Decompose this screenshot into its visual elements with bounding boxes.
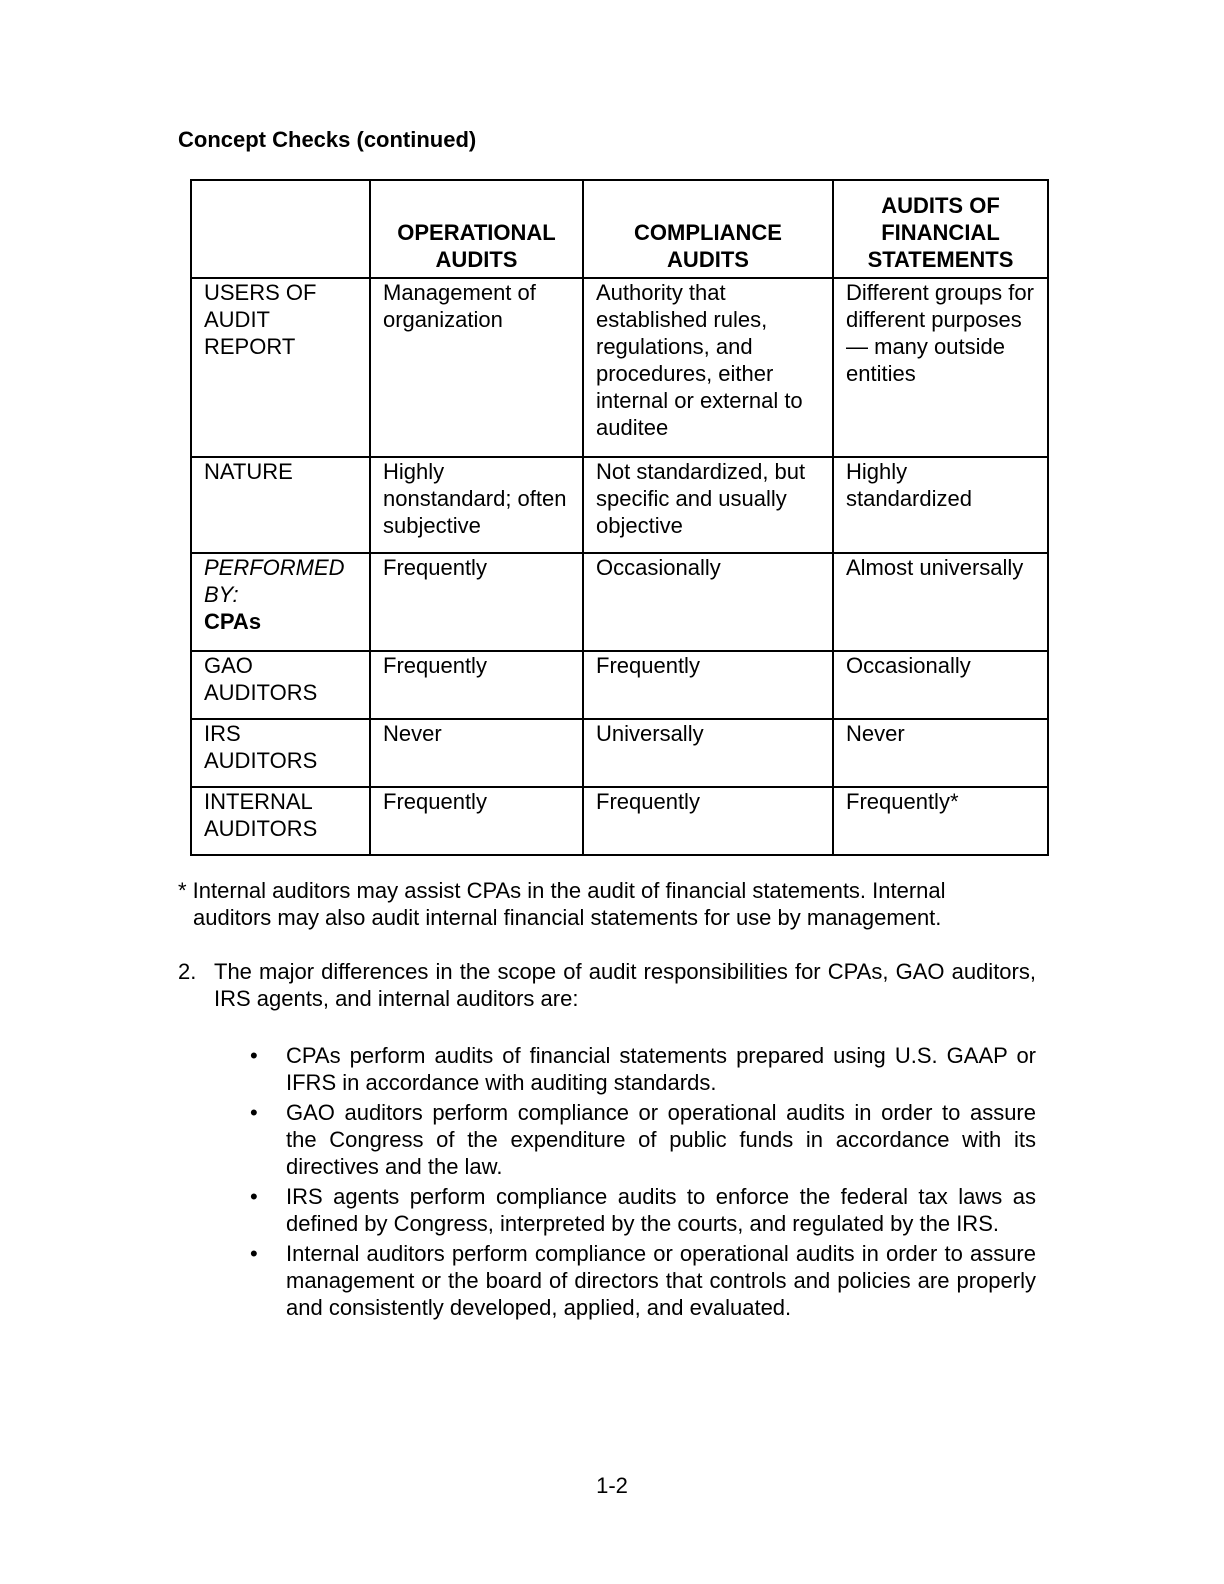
list-item-text: CPAs perform audits of financial statements prepared using U.S. GAAP or IFRS in accordance with auditing standards. <box>286 1043 1036 1095</box>
performed-by-label: PERFORMED BY: <box>204 555 345 607</box>
cell-gao-operational: Frequently <box>370 651 583 719</box>
header-compliance-audits: COMPLIANCE AUDITS <box>583 180 833 278</box>
table-footnote <box>178 877 1038 931</box>
row-label-cpas-cell <box>191 553 370 651</box>
footnote-line-1: * Internal auditors may assist CPAs in the audit of financial statements. Internal <box>178 878 946 903</box>
cell-gao-compliance: Frequently <box>583 651 833 719</box>
cell-internal-operational: Frequently <box>370 787 583 855</box>
cell-irs-operational: Never <box>370 719 583 787</box>
row-label-gao: GAO AUDITORS <box>191 651 370 719</box>
list-item-text: Internal auditors perform compliance or operational audits in order to assure management or the board of directors that controls and policies are properly and consistently developed, applied, and evaluated. <box>286 1241 1036 1320</box>
row-label-internal: INTERNAL AUDITORS <box>191 787 370 855</box>
table-row-internal <box>191 787 1048 855</box>
row-label-users: USERS OF AUDIT REPORT <box>191 278 370 457</box>
numbered-paragraph <box>178 958 1036 1012</box>
table-row-users <box>191 278 1048 457</box>
row-label-nature: NATURE <box>191 457 370 553</box>
footnote-line-2: auditors may also audit internal financial statements for use by management. <box>193 905 942 930</box>
cell-irs-compliance: Universally <box>583 719 833 787</box>
bullet-icon: • <box>250 1043 258 1068</box>
list-item <box>250 1099 1036 1180</box>
header-operational-audits: OPERATIONAL AUDITS <box>370 180 583 278</box>
header-financial-statement-audits: AUDITS OF FINANCIAL STATEMENTS <box>833 180 1048 278</box>
cell-users-financial: Different groups for different purposes — many outside entities <box>833 278 1048 457</box>
page-number: 1-2 <box>596 1473 628 1498</box>
cell-irs-financial: Never <box>833 719 1048 787</box>
cell-cpas-financial: Almost universally <box>833 553 1048 651</box>
bullet-icon: • <box>250 1241 258 1266</box>
paragraph-text: The major differences in the scope of audit responsibilities for CPAs, GAO auditors, IRS agents, and internal auditors are: <box>214 959 1036 1011</box>
cell-users-compliance: Authority that established rules, regulations, and procedures, either internal or external to auditee <box>583 278 833 457</box>
cell-internal-financial: Frequently* <box>833 787 1048 855</box>
paragraph-number: 2. <box>178 959 197 984</box>
list-item <box>250 1183 1036 1237</box>
table-row-nature <box>191 457 1048 553</box>
bullet-list <box>250 1042 1036 1324</box>
table-header-row <box>191 180 1048 278</box>
page-title: Concept Checks (continued) <box>178 127 477 152</box>
table-row-cpas <box>191 553 1048 651</box>
table-row-irs <box>191 719 1048 787</box>
cell-internal-compliance: Frequently <box>583 787 833 855</box>
list-item-text: IRS agents perform compliance audits to enforce the federal tax laws as defined by Congress, interpreted by the courts, and regulated by the IRS. <box>286 1184 1036 1236</box>
cell-cpas-compliance: Occasionally <box>583 553 833 651</box>
list-item-text: GAO auditors perform compliance or operational audits in order to assure the Congress of the expenditure of public funds in accordance with its directives and the law. <box>286 1100 1036 1179</box>
bullet-icon: • <box>250 1184 258 1209</box>
cell-nature-financial: Highly standardized <box>833 457 1048 553</box>
row-label-irs: IRS AUDITORS <box>191 719 370 787</box>
table-row-gao <box>191 651 1048 719</box>
cell-cpas-operational: Frequently <box>370 553 583 651</box>
header-empty-cell <box>191 180 370 278</box>
bullet-icon: • <box>250 1100 258 1125</box>
cell-nature-operational: Highly nonstandard; often subjective <box>370 457 583 553</box>
cell-gao-financial: Occasionally <box>833 651 1048 719</box>
cell-users-operational: Management of organization <box>370 278 583 457</box>
list-item <box>250 1042 1036 1096</box>
audit-comparison-table <box>190 179 1049 856</box>
cell-nature-compliance: Not standardized, but specific and usually objective <box>583 457 833 553</box>
row-label-cpas: CPAs <box>204 609 262 634</box>
list-item <box>250 1240 1036 1321</box>
